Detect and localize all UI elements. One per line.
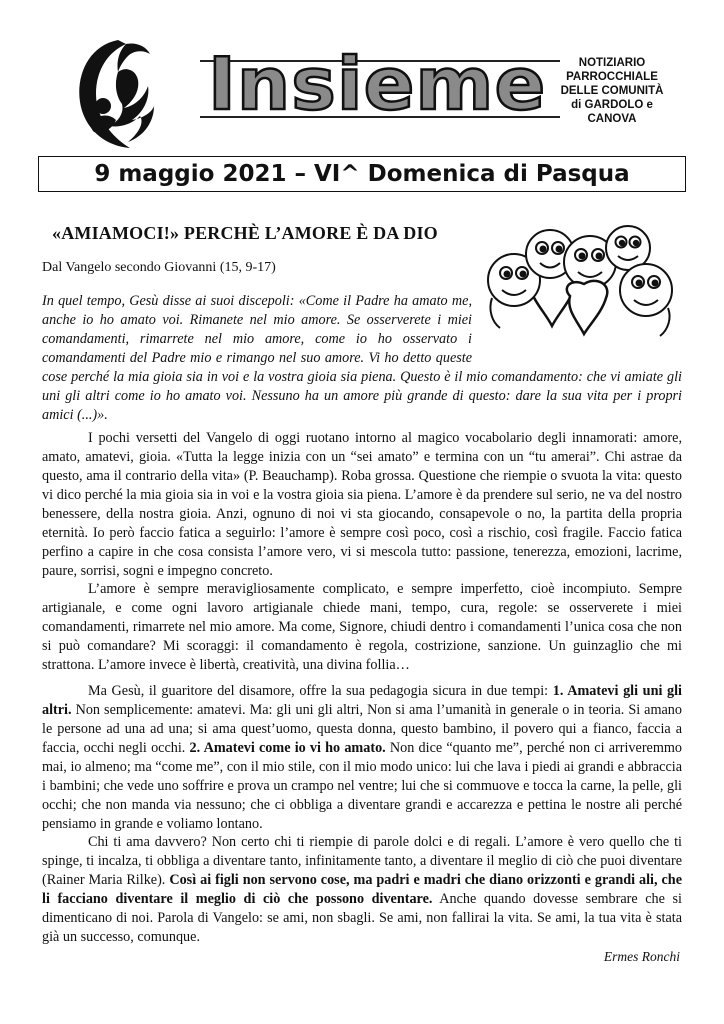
- notiziario-label: [556, 56, 668, 126]
- gospel-text-body: In quel tempo, Gesù disse ai suoi discepoli: «Come il Padre ha amato me, anche io ho amato voi. Rimanete nel mio amore. Se osserverete i miei comandamenti, rimarrete nel mio amore, come io ho osservato i comandamenti del Padre mio e rimango nel suo amore. Vi ho detto queste cose perché la mia gioia sia in voi e la vostra gioia sia piena. Questo è il mio comandamento: che vi amiate gli uni gli altri come io ho amato voi. Nessuno ha un amore più grande di questo: dare la sua vita per i propri amici (...)».: [42, 293, 682, 423]
- article-title: «AMIAMOCI!» PERCHÈ L’AMORE È DA DIO: [52, 223, 438, 243]
- notiziario-line: NOTIZIARIO: [578, 57, 646, 69]
- paragraph-bold-text: Così ai figli non servono cose, ma padri e madri che diano orizzonti e grandi ali, che li facciano diventare il meglio di ciò che possono diventare.: [42, 872, 682, 907]
- article-paragraph-2: L’amore è sempre meravigliosamente complicato, e sempre imperfetto, cioè incompiuto. Sempre artigianale, e come ogni lavoro artigianale chiede mani, tempo, cura, regole: se osserverete i miei comandamenti, rimarrete nel mio amore. Ma come, Signore, chiudi dentro i comandamenti l’unica cosa che non si può comandare? Mi scoraggi: il comandamento è regola, costrizione, sanzione. Un guinzaglio che mi strattona. L’amore invece è libertà, creatività, una divina follia…: [42, 581, 682, 673]
- notiziario-line: DELLE COMUNITÀ: [560, 85, 664, 97]
- article-paragraph-4: [42, 833, 682, 947]
- paragraph-bold-text: 2. Amatevi come io vi ho amato.: [189, 740, 386, 756]
- author-signature: Ermes Ronchi: [603, 949, 680, 964]
- paragraph-text: Anche quando dovesse sembrare che si dimenticano di noi. Parola di Vangelo: se ami, non sbagli. Se ami, non fallirai la vita. Se ami, la tua vita è stata già un successo, comunque.: [42, 891, 682, 945]
- madonna-and-child-logo-icon: [74, 36, 158, 152]
- paragraph-text: Chi ti ama davvero? Non certo chi ti riempie di parole dolci e di regali. L’amore è vero quello che ti spinge, ti incalza, ti obbliga a diventare tanto, infinitamente tanto, a diventare il meglio di ciò che puoi diventare (Rainer Maria Rilke).: [42, 834, 682, 888]
- paragraph-text: Ma Gesù, il guaritore del disamore, offre la sua pedagogia sicura in due tempi:: [88, 683, 553, 699]
- gospel-source: Dal Vangelo secondo Giovanni (15, 9-17): [42, 260, 276, 275]
- notiziario-line: PARROCCHIALE: [566, 71, 658, 83]
- article-paragraph-1: I pochi versetti del Vangelo di oggi ruotano intorno al magico vocabolario degli innamorati: amore, amato, amatevi, gioia. «Tutta la legge inizia con un “sei amato” e termina con un “tu amerai”. Chi astrae da questo, ama il contrario della vita» (P. Beauchamp). Roba grossa. Questione che riempie o svuota la vita: questo vi dico perché la mia gioia sia in voi e la vostra gioia sia piena. L’amore è da prendere sul serio, ne va del nostro benessere, della nostra gioia. Anzi, ognuno di noi vi sta giocando, consapevole o no, la partita della propria eternità. Io però faccio fatica a seguirlo: l’amore è sempre così poco, così a rischio, così fragile. Faccio fatica perfino a capire in che cosa consista l’amore vero, vi si mescola tutto: passione, tenerezza, emozioni, lacrime, paure, sorrisi, sogni e impegno concreto.: [42, 430, 682, 579]
- gospel-text: [42, 292, 682, 425]
- masthead-title: Insieme: [208, 42, 547, 126]
- date-banner: 9 maggio 2021 – VI^ Domenica di Pasqua: [38, 156, 686, 192]
- paragraph-text: Non semplicemente: amatevi. Ma: gli uni gli altri, Non si ama l’umanità in generale o in teoria. Si amano le persone ad una ad una; si ama quest’uomo, questa donna, questo bambino, il povero qui a fianco, faccia a faccia, occhi negli occhi.: [42, 702, 682, 756]
- paragraph-bold-text: 1. Amatevi gli uni gli altri.: [42, 683, 682, 718]
- article-paragraph-3: [42, 682, 682, 834]
- notiziario-line: di GARDOLO e: [571, 99, 653, 111]
- paragraph-text: Non dice “quanto me”, perché non ci arriveremmo mai, io almeno; ma “come me”, con il mio stile, con il mio modo unico: lui che lava i piedi ai grandi e abbraccia i bambini; che vede uno soffrire e prova un crampo nel ventre; lui che si commuove e tocca la carne, la pelle, gli occhi; che non manda via nessuno; che ci obbliga a diventare grandi e accarezza e pettina le nostre ali perché pensiamo in grande e voliamo lontano.: [42, 740, 682, 832]
- notiziario-line: CANOVA: [587, 113, 637, 125]
